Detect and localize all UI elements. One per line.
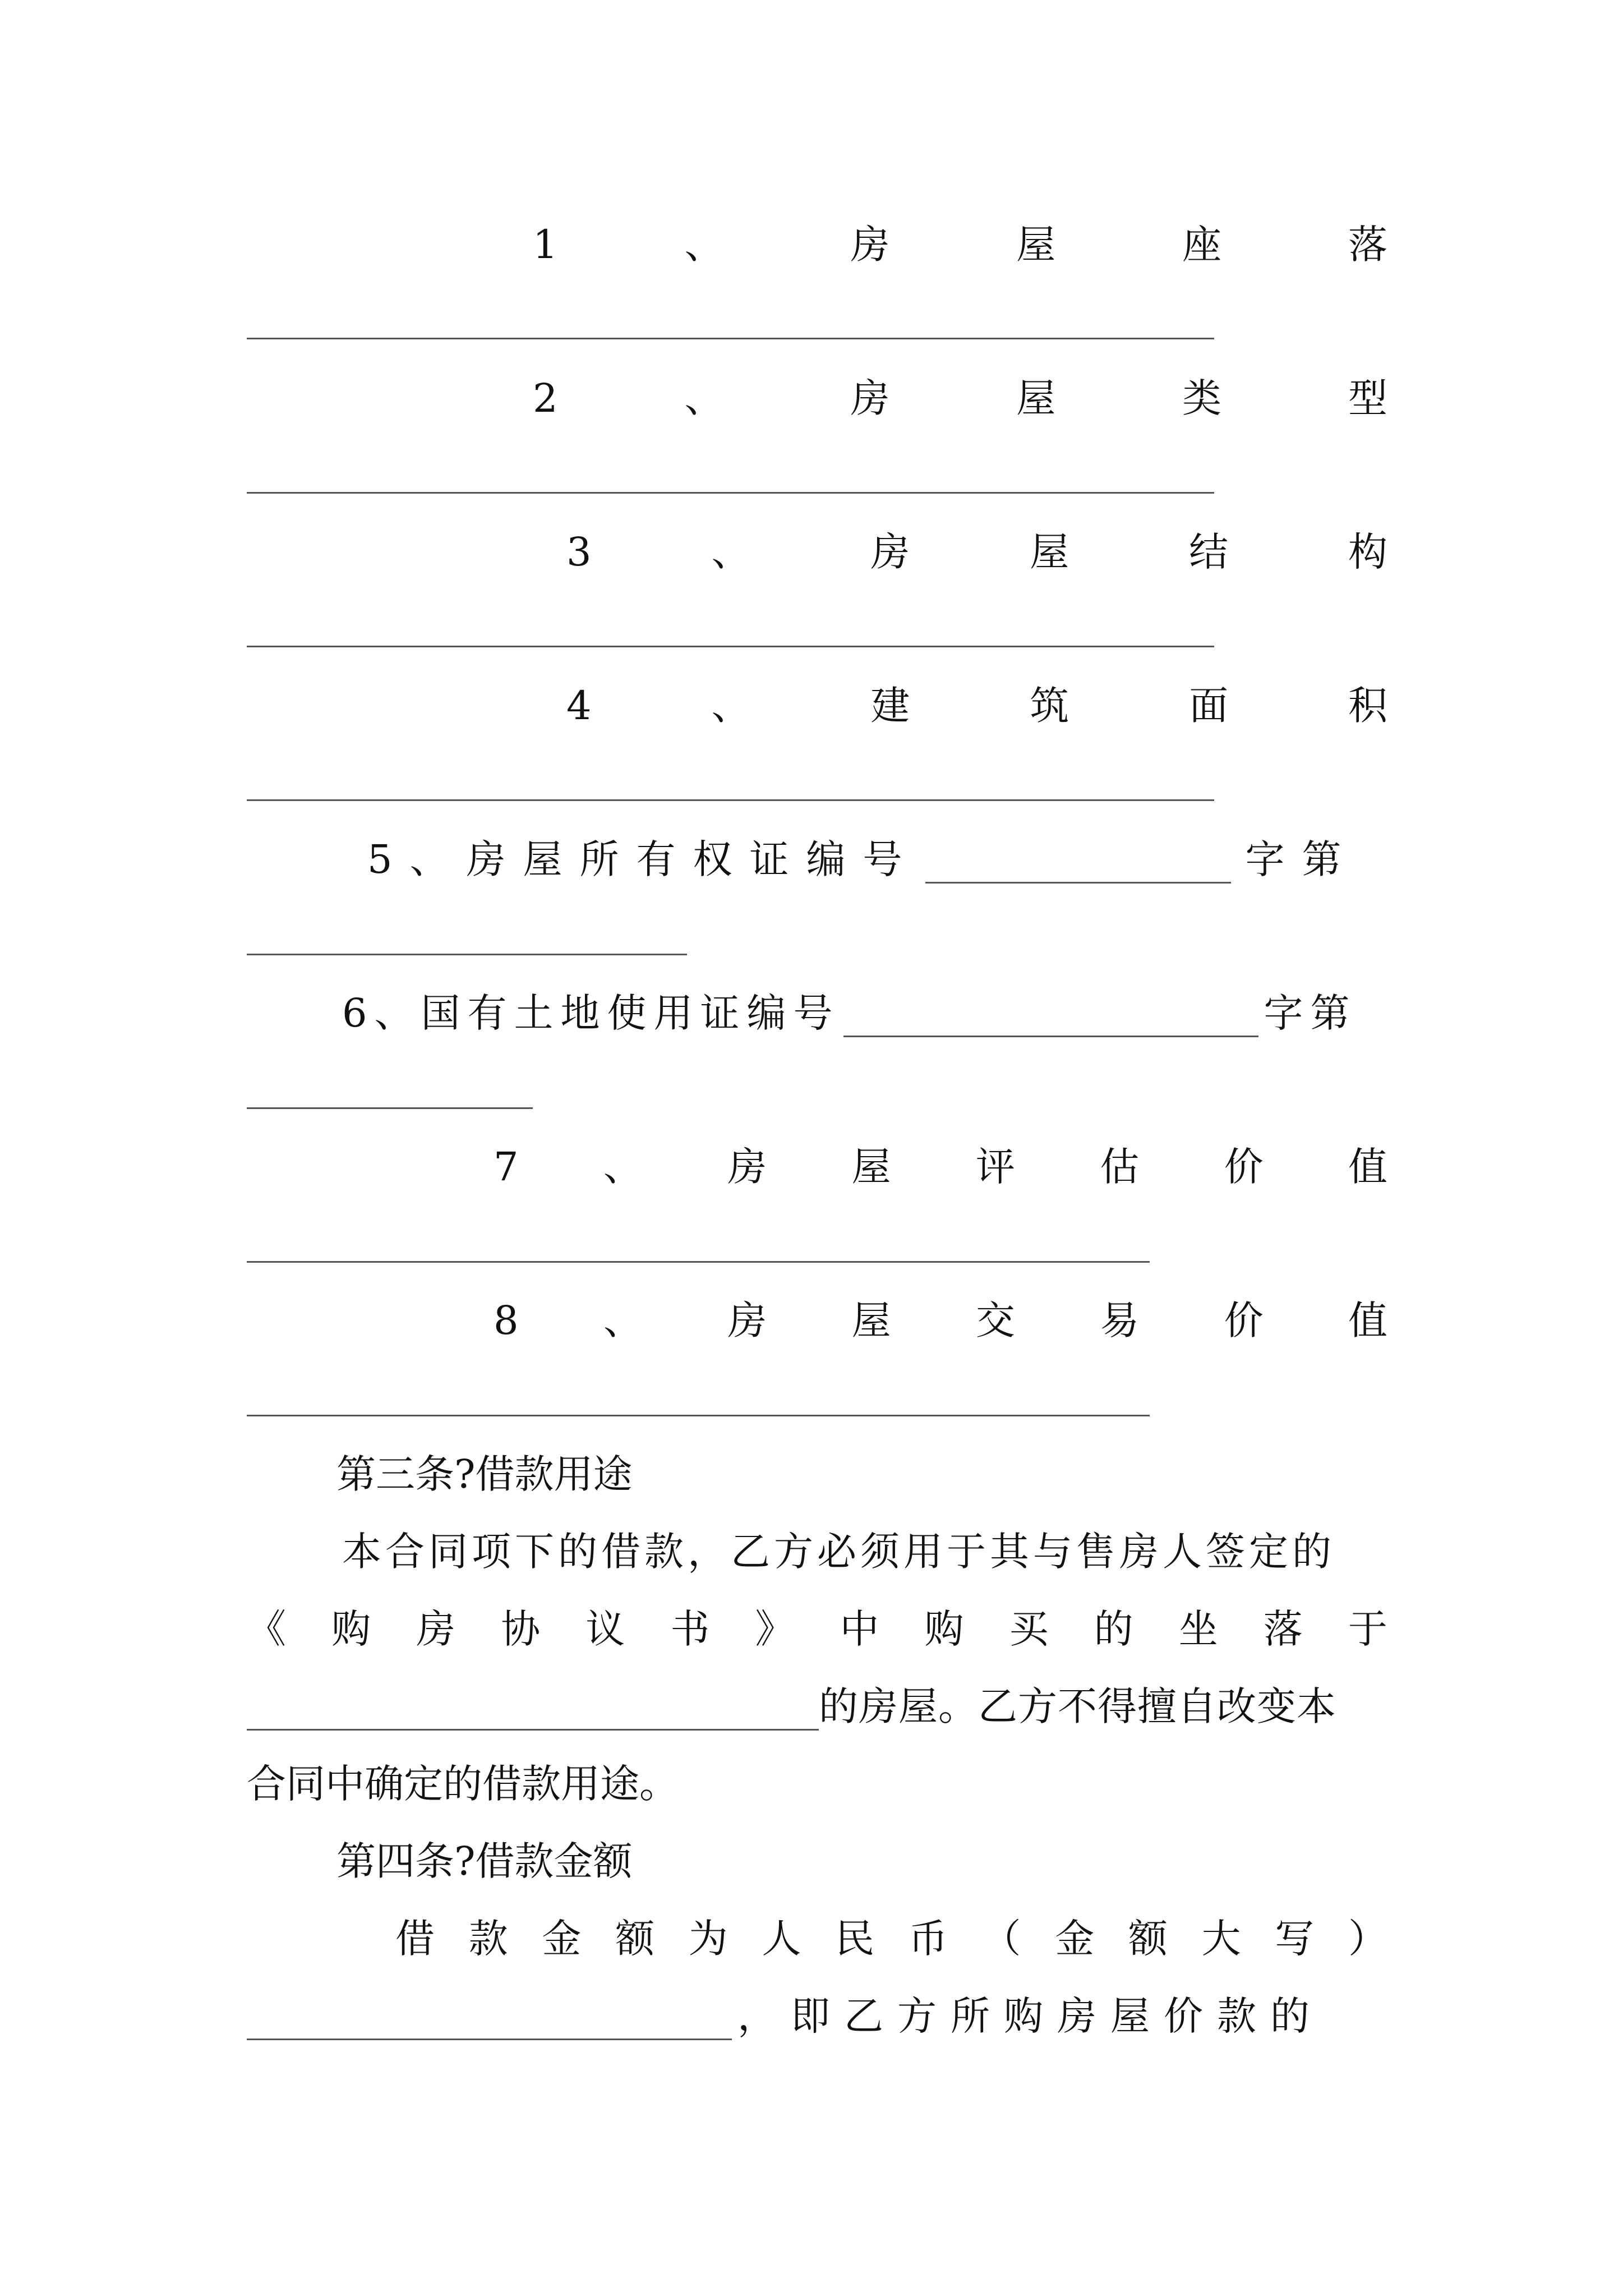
article-4-char: 金 xyxy=(1055,1916,1095,1962)
item-2-blank[interactable] xyxy=(247,492,1214,494)
article-4-char: 款 xyxy=(468,1916,508,1962)
item-3-char: 房 xyxy=(870,529,910,575)
item-6-blank-continued[interactable] xyxy=(247,1107,533,1109)
item-3-row xyxy=(566,525,1387,579)
item-3-separator: 、 xyxy=(711,529,751,575)
item-5-row xyxy=(367,832,1359,886)
item-8-separator: 、 xyxy=(603,1297,643,1343)
item-1-number: 1 xyxy=(533,222,558,268)
item-2-char: 型 xyxy=(1348,375,1387,421)
article-4-amount-blank[interactable] xyxy=(247,1999,732,2040)
item-3-char: 屋 xyxy=(1030,529,1069,575)
article-3-char: 购 xyxy=(924,1606,964,1652)
item-6-blank[interactable] xyxy=(843,996,1258,1037)
item-8-char: 房 xyxy=(727,1297,767,1343)
item-1-blank[interactable] xyxy=(247,338,1214,339)
item-4-char: 积 xyxy=(1348,683,1387,729)
item-3-blank[interactable] xyxy=(247,646,1214,647)
item-8-char: 价 xyxy=(1224,1297,1264,1343)
article-4-char: 为 xyxy=(688,1916,728,1962)
article-4-char: 写 xyxy=(1275,1916,1315,1962)
article-3-char: 落 xyxy=(1263,1606,1303,1652)
item-8-char: 屋 xyxy=(851,1297,891,1343)
article-3-char: 《 xyxy=(247,1606,286,1652)
article-3-char: 于 xyxy=(1348,1606,1387,1652)
article-4-char: 人 xyxy=(762,1916,801,1962)
item-7-char: 估 xyxy=(1100,1144,1140,1190)
item-3-number: 3 xyxy=(566,529,592,575)
item-3-char: 结 xyxy=(1189,529,1229,575)
article-4-heading: 第四条?借款金额 xyxy=(336,1838,633,1884)
article-3-char: 中 xyxy=(840,1606,879,1652)
item-7-char: 房 xyxy=(727,1144,767,1190)
article-3-char: 买 xyxy=(1009,1606,1049,1652)
article-3-char: 书 xyxy=(670,1606,710,1652)
article-3-char: 》 xyxy=(755,1606,795,1652)
item-5-label: 5、房屋所有权证编号 xyxy=(367,836,920,882)
item-7-number: 7 xyxy=(494,1144,519,1190)
article-4-char: 民 xyxy=(835,1916,875,1962)
item-7-char: 价 xyxy=(1224,1144,1264,1190)
article-3-heading: 第三条?借款用途 xyxy=(336,1451,633,1497)
article-4-line-2-text: ，即乙方所购房屋价款的 xyxy=(737,1993,1324,2039)
article-4-char: 借 xyxy=(395,1916,435,1962)
article-4-char: ） xyxy=(1348,1916,1387,1962)
item-2-row xyxy=(533,371,1387,425)
article-4-char: 额 xyxy=(1128,1916,1168,1962)
item-4-row xyxy=(566,679,1387,733)
item-7-char: 屋 xyxy=(851,1144,891,1190)
item-1-char: 房 xyxy=(850,222,890,268)
item-7-blank[interactable] xyxy=(247,1261,1150,1263)
item-7-char: 值 xyxy=(1348,1144,1387,1190)
item-7-row xyxy=(494,1140,1387,1194)
item-8-number: 8 xyxy=(494,1297,519,1343)
item-5-blank-continued[interactable] xyxy=(247,954,687,955)
item-1-char: 落 xyxy=(1348,222,1387,268)
article-3-char: 协 xyxy=(501,1606,541,1652)
article-3-char: 房 xyxy=(416,1606,456,1652)
item-1-char: 屋 xyxy=(1016,222,1056,268)
article-3-line-3 xyxy=(247,1680,1336,1733)
item-4-char: 面 xyxy=(1189,683,1229,729)
item-6-suffix: 字第 xyxy=(1264,990,1357,1036)
item-2-char: 类 xyxy=(1182,375,1222,421)
article-3-line-3-text: 的房屋。乙方不得擅自改变本 xyxy=(819,1683,1336,1729)
item-8-char: 值 xyxy=(1348,1297,1387,1343)
item-8-blank[interactable] xyxy=(247,1415,1150,1416)
item-5-blank[interactable] xyxy=(925,843,1231,884)
item-1-char: 座 xyxy=(1182,222,1222,268)
item-8-char: 交 xyxy=(975,1297,1015,1343)
article-3-char: 坐 xyxy=(1178,1606,1218,1652)
article-3-char: 议 xyxy=(585,1606,625,1652)
item-4-separator: 、 xyxy=(711,683,751,729)
item-5-suffix: 字第 xyxy=(1245,836,1359,882)
item-2-char: 房 xyxy=(850,375,890,421)
article-3-line-4: 合同中确定的借款用途。 xyxy=(247,1761,679,1807)
item-4-char: 筑 xyxy=(1030,683,1069,729)
item-2-separator: 、 xyxy=(684,375,724,421)
item-4-blank[interactable] xyxy=(247,799,1214,801)
article-4-char: （ xyxy=(981,1916,1021,1962)
item-4-number: 4 xyxy=(566,683,592,729)
article-3-location-blank[interactable] xyxy=(247,1690,819,1731)
item-2-number: 2 xyxy=(533,375,558,421)
item-1-row xyxy=(533,218,1387,272)
article-4-line-1 xyxy=(395,1912,1387,1966)
article-3-char: 的 xyxy=(1094,1606,1133,1652)
article-3-line-2 xyxy=(247,1602,1387,1656)
item-1-separator: 、 xyxy=(684,222,724,268)
item-7-separator: 、 xyxy=(603,1144,643,1190)
item-6-label: 6、国有土地使用证编号 xyxy=(342,990,840,1036)
article-4-char: 额 xyxy=(615,1916,655,1962)
item-8-char: 易 xyxy=(1100,1297,1140,1343)
item-6-row xyxy=(342,986,1357,1040)
item-3-char: 构 xyxy=(1348,529,1387,575)
item-2-char: 屋 xyxy=(1016,375,1056,421)
item-8-row xyxy=(494,1294,1387,1347)
article-4-char: 金 xyxy=(542,1916,582,1962)
item-7-char: 评 xyxy=(975,1144,1015,1190)
item-4-char: 建 xyxy=(870,683,910,729)
article-4-char: 大 xyxy=(1201,1916,1241,1962)
article-3-line-1: 本合同项下的借款，乙方必须用于其与售房人签定的 xyxy=(342,1529,1335,1575)
article-4-line-2 xyxy=(247,1989,1324,2043)
article-3-char: 购 xyxy=(331,1606,371,1652)
article-4-char: 币 xyxy=(908,1916,948,1962)
